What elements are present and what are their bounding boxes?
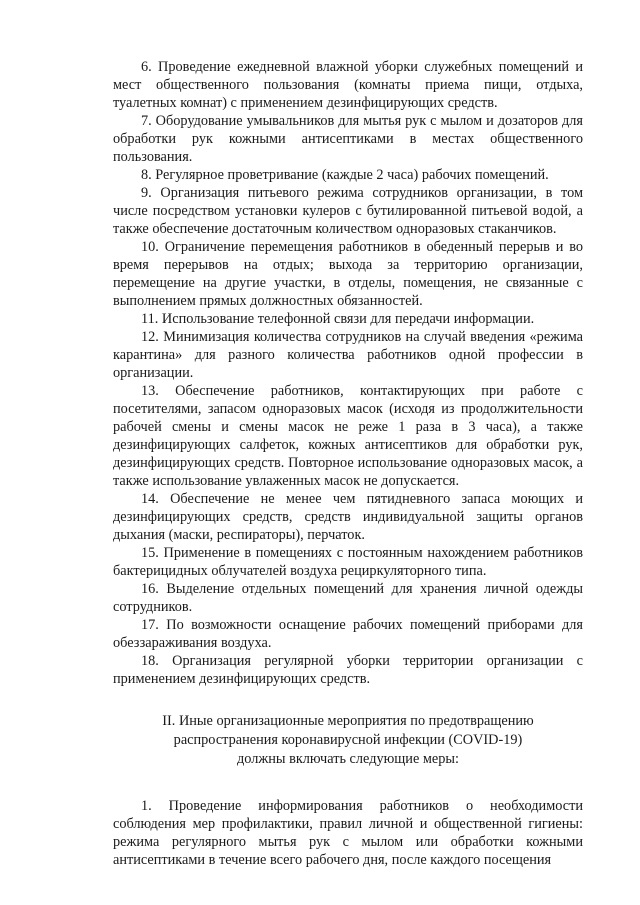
paragraphs-bottom: [113, 797, 583, 869]
section-heading-line: должны включать следующие меры:: [237, 751, 459, 767]
paragraph-6: 6. Проведение ежедневной влажной уборки служебных помещений и мест общественного пользования (комнаты приема пищи, отдыха, туалетных комнат) с применением дезинфицирующих средств.: [113, 59, 583, 111]
paragraph-7: 7. Оборудование умывальников для мытья рук с мылом и дозаторов для обработки рук кожными антисептиками в местах общественного пользования.: [113, 113, 583, 165]
paragraph-11: 11. Использование телефонной связи для передачи информации.: [141, 311, 535, 327]
section-heading-line: II. Иные организационные мероприятия по предотвращению: [162, 713, 534, 729]
paragraph-9: 9. Организация питьевого режима сотрудников организации, в том числе посредством установки кулеров с бутилированной питьевой водой, а также обеспечение достаточным количеством одноразовых стаканчиков.: [113, 185, 583, 237]
paragraphs-top: [113, 58, 583, 688]
paragraph-1: 1. Проведение информирования работников о необходимости соблюдения мер профилактики, правил личной и общественной гигиены: режима регулярного мытья рук с мылом или обработки кожными антисептиками в течение всего рабочего дня, после каждого посещения: [113, 798, 583, 868]
paragraph-8: 8. Регулярное проветривание (каждые 2 часа) рабочих помещений.: [141, 167, 549, 183]
paragraph-13: 13. Обеспечение работников, контактирующих при работе с посетителями, запасом одноразовых масок (исходя из продолжительности рабочей смены и смены масок не реже 1 раза в 3 часа), а также дезинфицирующих салфеток, кожных антисептиков для обработки рук, дезинфицирующих средств. Повторное использование одноразовых масок, а также использование увлаженных масок не допускается.: [113, 383, 583, 489]
section-heading-line: распространения коронавирусной инфекции (COVID-19): [173, 732, 523, 748]
paragraph-10: 10. Ограничение перемещения работников в обеденный перерыв и во время перерывов на отдых; выхода за территорию организации, перемещение на другие участки, в отделы, помещения, не связанные с выполнением прямых должностных обязанностей.: [113, 239, 583, 309]
paragraph-18: 18. Организация регулярной уборки территории организации с применением дезинфицирующих средств.: [113, 653, 583, 687]
section-heading: [113, 712, 583, 769]
paragraph-14: 14. Обеспечение не менее чем пятидневного запаса моющих и дезинфицирующих средств, средств индивидуальной защиты органов дыхания (маски, респираторы), перчаток.: [113, 491, 583, 543]
document-page: [113, 58, 583, 869]
paragraph-17: 17. По возможности оснащение рабочих помещений приборами для обеззараживания воздуха.: [113, 617, 583, 651]
paragraph-15: 15. Применение в помещениях с постоянным нахождением работников бактерицидных облучателей воздуха рециркуляторного типа.: [113, 545, 583, 579]
paragraph-12: 12. Минимизация количества сотрудников на случай введения «режима карантина» для разного количества работников одной профессии в организации.: [113, 329, 583, 381]
paragraph-16: 16. Выделение отдельных помещений для хранения личной одежды сотрудников.: [113, 581, 583, 615]
